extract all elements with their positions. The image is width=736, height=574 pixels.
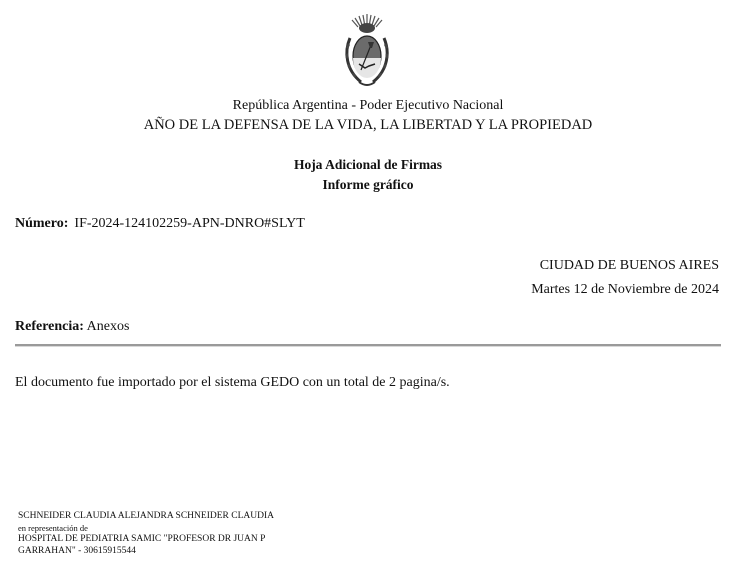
document-number-label: Número: bbox=[15, 216, 69, 231]
reference bbox=[15, 319, 129, 335]
argentina-coat-of-arms-icon bbox=[341, 12, 393, 90]
year-motto-line: AÑO DE LA DEFENSA DE LA VIDA, LA LIBERTAD Y LA PROPIEDAD bbox=[143, 117, 593, 133]
date: Martes 12 de Noviembre de 2024 bbox=[531, 282, 719, 297]
document-subtitle: Informe gráfico bbox=[322, 177, 414, 192]
signer-representation: en representación de bbox=[18, 522, 88, 533]
body-text: El documento fue importado por el sistema GEDO con un total de 2 pagina/s. bbox=[15, 375, 450, 390]
reference-label: Referencia: bbox=[15, 319, 84, 334]
document-title: Hoja Adicional de Firmas bbox=[293, 157, 443, 172]
divider bbox=[15, 344, 721, 347]
document-number bbox=[15, 216, 305, 232]
document-number-value: IF-2024-124102259-APN-DNRO#SLYT bbox=[74, 216, 305, 231]
signer-org-line1: HOSPITAL DE PEDIATRIA SAMIC "PROFESOR DR JUAN P bbox=[18, 534, 266, 544]
signer-name: SCHNEIDER CLAUDIA ALEJANDRA SCHNEIDER CLAUDIA bbox=[18, 511, 274, 521]
city: CIUDAD DE BUENOS AIRES bbox=[539, 258, 719, 273]
institution-line: República Argentina - Poder Ejecutivo Nacional bbox=[232, 98, 504, 113]
signature-block bbox=[18, 511, 274, 557]
reference-value: Anexos bbox=[86, 319, 130, 334]
signer-org-line2: GARRAHAN" - 30615915544 bbox=[18, 545, 136, 556]
